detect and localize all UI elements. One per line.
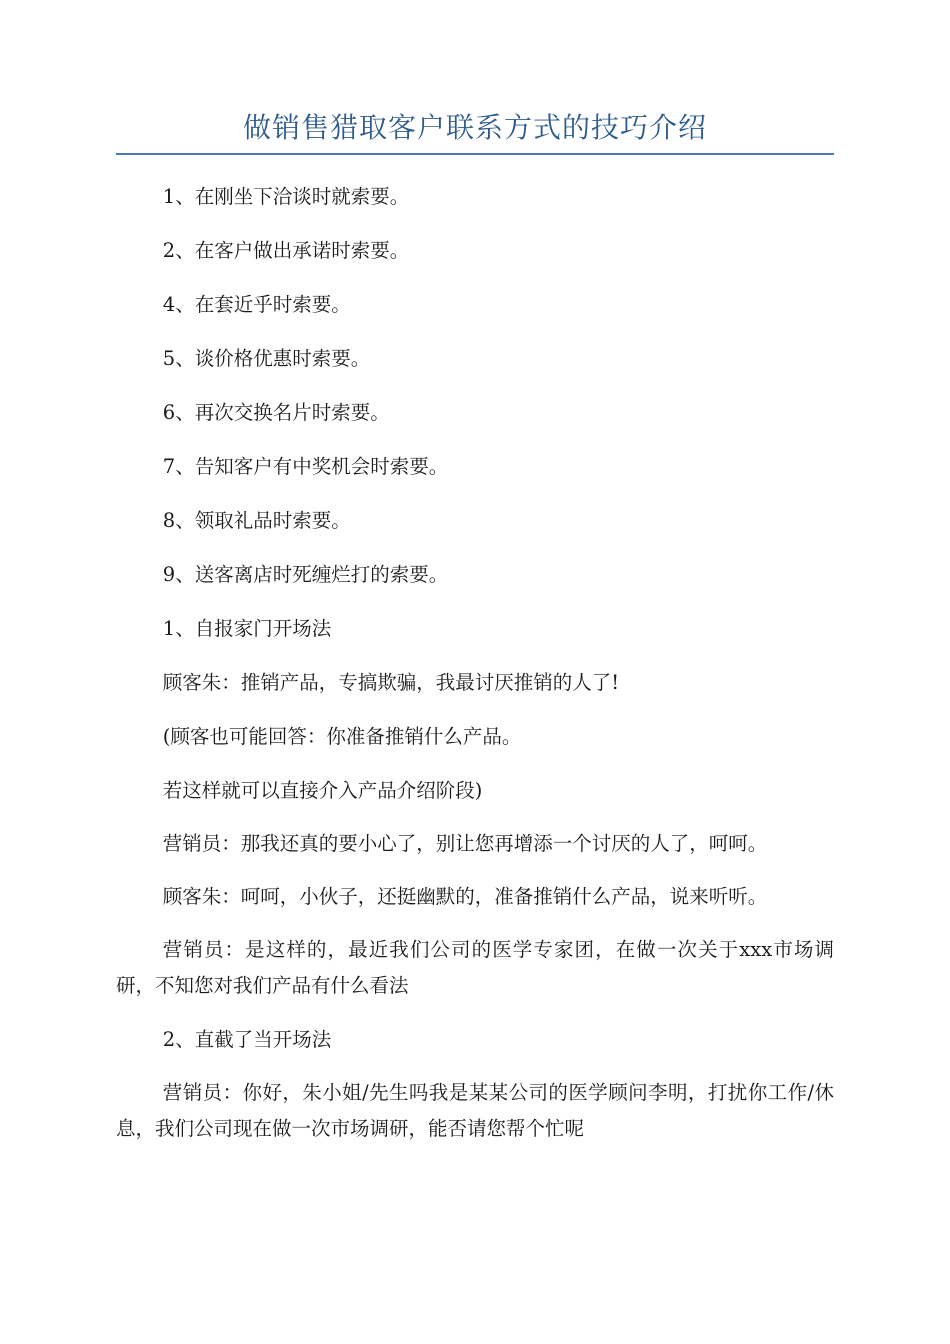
paragraph: 6、再次交换名片时索要。 (162, 401, 390, 424)
paragraph: (顾客也可能回答：你准备推销什么产品。 (162, 725, 522, 748)
paragraph: 2、在客户做出承诺时索要。 (162, 239, 410, 262)
dialogue-line: 营销员：你好，朱小姐/先生吗我是某某公司的医学顾问李明，打扰你工作/休息，我们公司现在做一次市场调研，能否请您帮个忙呢 (116, 1081, 834, 1140)
paragraph: 7、告知客户有中奖机会时索要。 (162, 455, 449, 478)
paragraph: 1、在刚坐下洽谈时就索要。 (162, 185, 410, 208)
paragraph: 9、送客离店时死缠烂打的索要。 (162, 563, 449, 586)
document-title: 做销售猎取客户联系方式的技巧介绍 (242, 111, 707, 144)
title-underline (116, 153, 834, 155)
section-heading: 1、自报家门开场法 (162, 617, 332, 640)
section-heading: 2、直截了当开场法 (162, 1028, 332, 1051)
document-body (116, 178, 834, 1164)
dialogue-line: 顾客朱：呵呵，小伙子，还挺幽默的，准备推销什么产品，说来听听。 (162, 885, 768, 908)
dialogue-line: 营销员：那我还真的要小心了，别让您再增添一个讨厌的人了，呵呵。 (162, 832, 768, 855)
paragraph: 4、在套近乎时索要。 (162, 293, 351, 316)
paragraph: 5、谈价格优惠时索要。 (162, 347, 371, 370)
dialogue-line: 营销员：是这样的，最近我们公司的医学专家团，在做一次关于xxx市场调研，不知您对我们产品有什么看法 (116, 938, 834, 997)
paragraph: 8、领取礼品时索要。 (162, 509, 351, 532)
dialogue-line: 顾客朱：推销产品，专搞欺骗，我最讨厌推销的人了! (162, 671, 620, 694)
paragraph: 若这样就可以直接介入产品介绍阶段) (162, 779, 483, 802)
